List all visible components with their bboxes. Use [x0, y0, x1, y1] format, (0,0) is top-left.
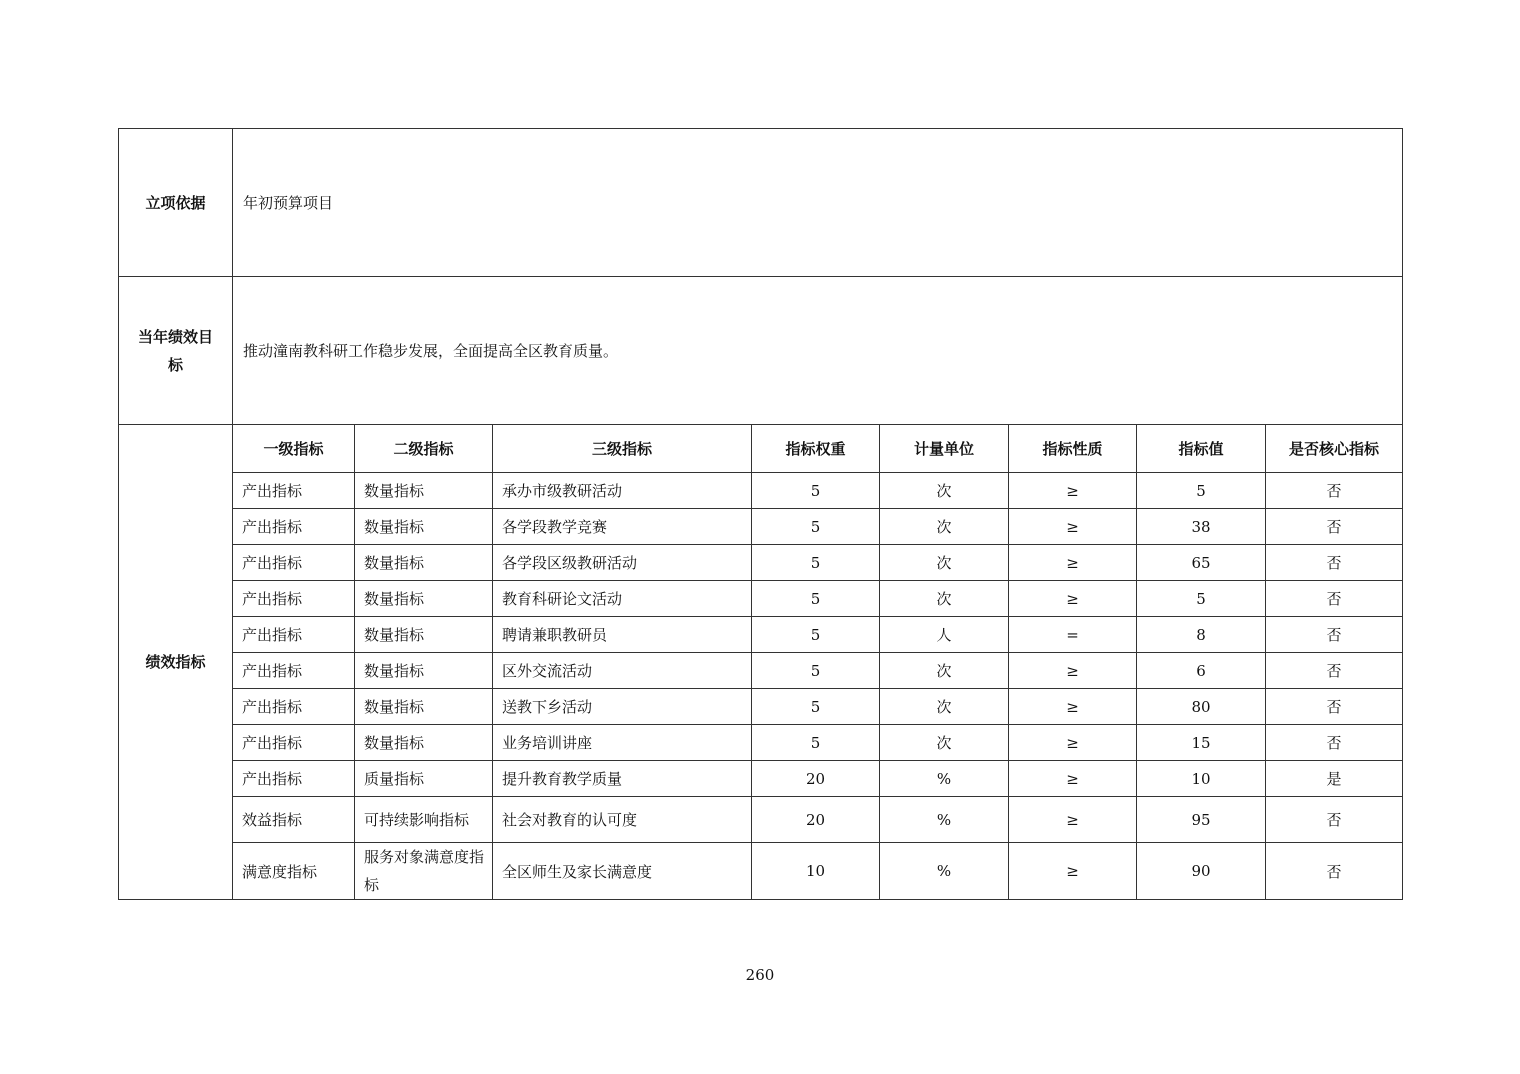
goal-row	[119, 277, 1403, 425]
weight-cell: 5	[752, 509, 880, 545]
value-cell: 5	[1137, 581, 1266, 617]
goal-value: 推动潼南教科研工作稳步发展，全面提高全区教育质量。	[233, 277, 1403, 425]
weight-cell: 10	[752, 843, 880, 900]
value-cell: 95	[1137, 797, 1266, 843]
level2-cell: 服务对象满意度指标	[355, 843, 493, 900]
performance-table	[118, 128, 1403, 900]
level3-cell: 各学段区级教研活动	[493, 545, 752, 581]
table-row	[119, 545, 1403, 581]
value-cell: 38	[1137, 509, 1266, 545]
nature-cell: ≥	[1009, 689, 1137, 725]
weight-cell: 20	[752, 761, 880, 797]
core-cell: 否	[1266, 725, 1403, 761]
core-cell: 是	[1266, 761, 1403, 797]
header-level3: 三级指标	[493, 425, 752, 473]
table-row	[119, 581, 1403, 617]
nature-cell: ≥	[1009, 843, 1137, 900]
core-cell: 否	[1266, 545, 1403, 581]
header-level1: 一级指标	[233, 425, 355, 473]
basis-label: 立项依据	[119, 129, 233, 277]
weight-cell: 5	[752, 725, 880, 761]
level2-cell: 数量指标	[355, 725, 493, 761]
level2-cell: 数量指标	[355, 581, 493, 617]
level1-cell: 产出指标	[233, 689, 355, 725]
level2-cell: 可持续影响指标	[355, 797, 493, 843]
unit-cell: 次	[880, 473, 1009, 509]
header-core: 是否核心指标	[1266, 425, 1403, 473]
unit-cell: 人	[880, 617, 1009, 653]
value-cell: 8	[1137, 617, 1266, 653]
unit-cell: 次	[880, 581, 1009, 617]
level3-cell: 送教下乡活动	[493, 689, 752, 725]
table-row	[119, 761, 1403, 797]
nature-cell: ≥	[1009, 725, 1137, 761]
table-row	[119, 843, 1403, 900]
unit-cell: 次	[880, 689, 1009, 725]
core-cell: 否	[1266, 689, 1403, 725]
table-row	[119, 797, 1403, 843]
weight-cell: 5	[752, 617, 880, 653]
level3-cell: 全区师生及家长满意度	[493, 843, 752, 900]
level2-cell: 数量指标	[355, 617, 493, 653]
table-row	[119, 473, 1403, 509]
header-level2: 二级指标	[355, 425, 493, 473]
level2-cell: 数量指标	[355, 653, 493, 689]
level1-cell: 产出指标	[233, 509, 355, 545]
level2-cell: 质量指标	[355, 761, 493, 797]
value-cell: 5	[1137, 473, 1266, 509]
level1-cell: 产出指标	[233, 545, 355, 581]
indicator-header-row	[119, 425, 1403, 473]
level2-cell: 数量指标	[355, 509, 493, 545]
core-cell: 否	[1266, 843, 1403, 900]
basis-value: 年初预算项目	[233, 129, 1403, 277]
level3-cell: 提升教育教学质量	[493, 761, 752, 797]
level1-cell: 产出指标	[233, 473, 355, 509]
header-nature: 指标性质	[1009, 425, 1137, 473]
table-row	[119, 617, 1403, 653]
nature-cell: ≥	[1009, 473, 1137, 509]
value-cell: 90	[1137, 843, 1266, 900]
level3-cell: 教育科研论文活动	[493, 581, 752, 617]
table-row	[119, 689, 1403, 725]
value-cell: 10	[1137, 761, 1266, 797]
unit-cell: %	[880, 843, 1009, 900]
value-cell: 15	[1137, 725, 1266, 761]
nature-cell: =	[1009, 617, 1137, 653]
indicators-label: 绩效指标	[119, 425, 233, 900]
value-cell: 65	[1137, 545, 1266, 581]
core-cell: 否	[1266, 797, 1403, 843]
unit-cell: 次	[880, 653, 1009, 689]
table-row	[119, 653, 1403, 689]
level3-cell: 区外交流活动	[493, 653, 752, 689]
core-cell: 否	[1266, 581, 1403, 617]
level3-cell: 业务培训讲座	[493, 725, 752, 761]
weight-cell: 5	[752, 653, 880, 689]
nature-cell: ≥	[1009, 761, 1137, 797]
level2-cell: 数量指标	[355, 689, 493, 725]
unit-cell: 次	[880, 509, 1009, 545]
header-value: 指标值	[1137, 425, 1266, 473]
level1-cell: 效益指标	[233, 797, 355, 843]
weight-cell: 5	[752, 689, 880, 725]
weight-cell: 20	[752, 797, 880, 843]
level1-cell: 满意度指标	[233, 843, 355, 900]
level2-cell: 数量指标	[355, 545, 493, 581]
goal-label-line1: 当年绩效目	[137, 327, 213, 346]
level1-cell: 产出指标	[233, 581, 355, 617]
basis-row	[119, 129, 1403, 277]
unit-cell: %	[880, 797, 1009, 843]
core-cell: 否	[1266, 653, 1403, 689]
core-cell: 否	[1266, 509, 1403, 545]
goal-label	[119, 277, 233, 425]
unit-cell: 次	[880, 545, 1009, 581]
header-weight: 指标权重	[752, 425, 880, 473]
value-cell: 6	[1137, 653, 1266, 689]
level1-cell: 产出指标	[233, 725, 355, 761]
table-row	[119, 725, 1403, 761]
table-row	[119, 509, 1403, 545]
header-unit: 计量单位	[880, 425, 1009, 473]
nature-cell: ≥	[1009, 545, 1137, 581]
level3-cell: 聘请兼职教研员	[493, 617, 752, 653]
weight-cell: 5	[752, 581, 880, 617]
nature-cell: ≥	[1009, 581, 1137, 617]
unit-cell: 次	[880, 725, 1009, 761]
level1-cell: 产出指标	[233, 653, 355, 689]
level1-cell: 产出指标	[233, 617, 355, 653]
nature-cell: ≥	[1009, 653, 1137, 689]
level3-cell: 承办市级教研活动	[493, 473, 752, 509]
value-cell: 80	[1137, 689, 1266, 725]
level3-cell: 各学段教学竞赛	[493, 509, 752, 545]
page-number: 260	[745, 966, 775, 984]
core-cell: 否	[1266, 617, 1403, 653]
weight-cell: 5	[752, 473, 880, 509]
unit-cell: %	[880, 761, 1009, 797]
core-cell: 否	[1266, 473, 1403, 509]
weight-cell: 5	[752, 545, 880, 581]
goal-label-line2: 标	[167, 355, 183, 374]
level2-cell: 数量指标	[355, 473, 493, 509]
nature-cell: ≥	[1009, 509, 1137, 545]
level1-cell: 产出指标	[233, 761, 355, 797]
level3-cell: 社会对教育的认可度	[493, 797, 752, 843]
nature-cell: ≥	[1009, 797, 1137, 843]
